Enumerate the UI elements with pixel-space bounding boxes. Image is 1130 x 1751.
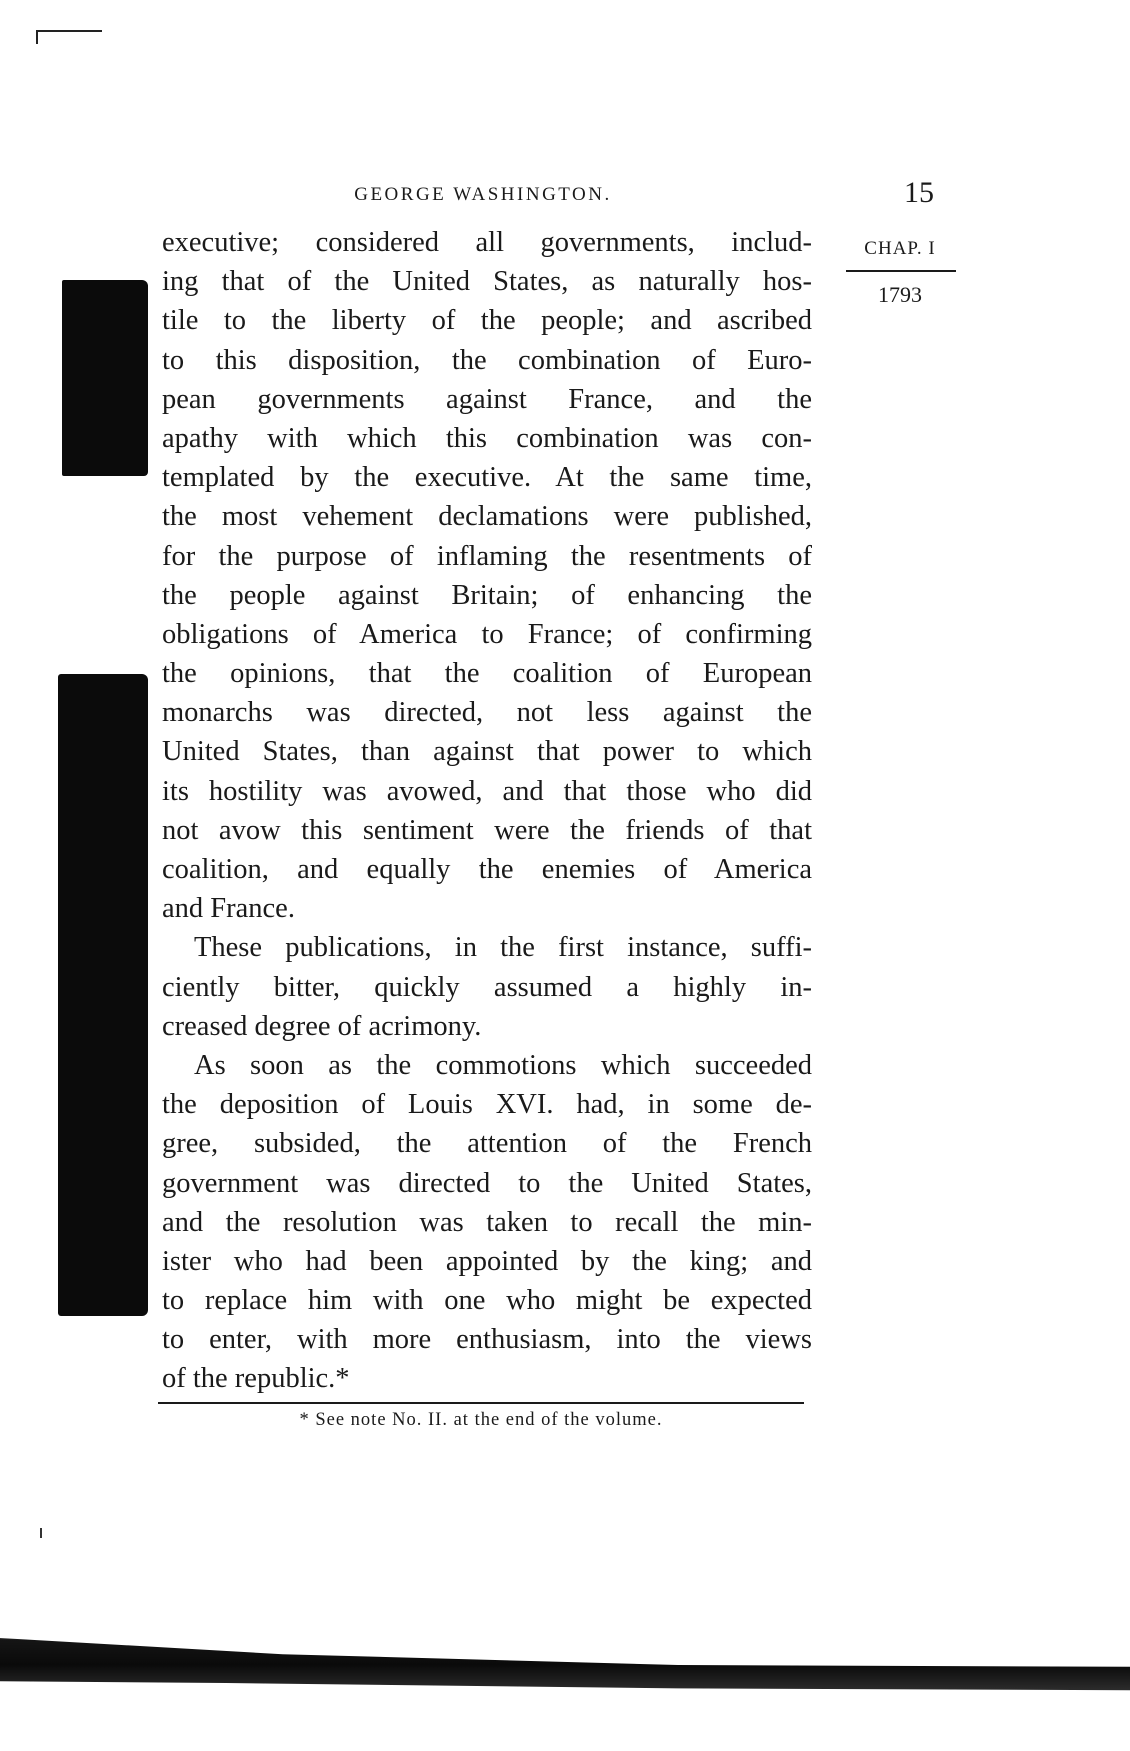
text-line: to replace him with one who might be expected: [162, 1285, 812, 1317]
footnote: * See note No. II. at the end of the volume.: [299, 1410, 663, 1430]
text-line: gree, subsided, the attention of the French: [162, 1128, 812, 1160]
text-line: of the republic.*: [162, 1363, 350, 1395]
text-line: the most vehement declamations were published,: [162, 501, 812, 533]
running-head: GEORGE WASHINGTON.: [354, 184, 612, 205]
body-text: [162, 223, 812, 1399]
text-line: United States, than against that power to which: [162, 736, 812, 768]
text-line: tile to the liberty of the people; and ascribed: [162, 305, 812, 337]
text-line: monarchs was directed, not less against the: [162, 697, 812, 729]
paragraph-3: [162, 1046, 812, 1399]
margin-chapter-label: CHAP. I: [864, 238, 936, 259]
scan-bottom-smear: [0, 1602, 1130, 1692]
text-line: executive; considered all governments, includ-: [162, 227, 812, 258]
binding-shadow-upper: [62, 280, 148, 476]
text-line: to enter, with more enthusiasm, into the views: [162, 1324, 812, 1356]
margin-year: 1793: [878, 282, 922, 307]
text-line: obligations of America to France; of confirming: [162, 618, 812, 650]
scan-edge-mark: [36, 30, 102, 32]
text-line: coalition, and equally the enemies of America: [162, 854, 812, 885]
text-line: These publications, in the first instance, suffi-: [194, 932, 812, 964]
text-line: the people against Britain; of enhancing the: [162, 579, 812, 611]
text-line: templated by the executive. At the same time,: [162, 462, 812, 494]
text-line: ister who had been appointed by the king; and: [162, 1245, 812, 1277]
scan-edge-mark-vertical: [36, 30, 38, 44]
text-line: not avow this sentiment were the friends of that: [162, 814, 812, 846]
text-line: to this disposition, the combination of Euro-: [162, 344, 812, 376]
scan-edge-tick: [40, 1528, 42, 1538]
page-number: 15: [904, 176, 934, 209]
paragraph-1: [162, 223, 812, 928]
text-line: its hostility was avowed, and that those who did: [162, 775, 812, 807]
footnote-rule: [158, 1402, 804, 1404]
text-line: As soon as the commotions which succeeded: [194, 1049, 812, 1081]
binding-shadow-lower: [58, 674, 148, 1316]
text-line: apathy with which this combination was con-: [162, 422, 812, 454]
text-line: government was directed to the United States,: [162, 1167, 812, 1199]
text-line: and France.: [162, 893, 295, 925]
text-line: creased degree of acrimony.: [162, 1010, 482, 1042]
text-line: for the purpose of inflaming the resentments of: [162, 540, 812, 572]
paragraph-2: [162, 928, 812, 1046]
text-line: ciently bitter, quickly assumed a highly in-: [162, 971, 812, 1003]
text-line: the opinions, that the coalition of European: [162, 658, 812, 690]
margin-rule: [846, 270, 956, 272]
text-line: ing that of the United States, as naturally hos-: [162, 266, 812, 298]
text-line: the deposition of Louis XVI. had, in some de-: [162, 1089, 812, 1121]
text-line: pean governments against France, and the: [162, 383, 812, 415]
text-line: and the resolution was taken to recall the min-: [162, 1206, 812, 1238]
